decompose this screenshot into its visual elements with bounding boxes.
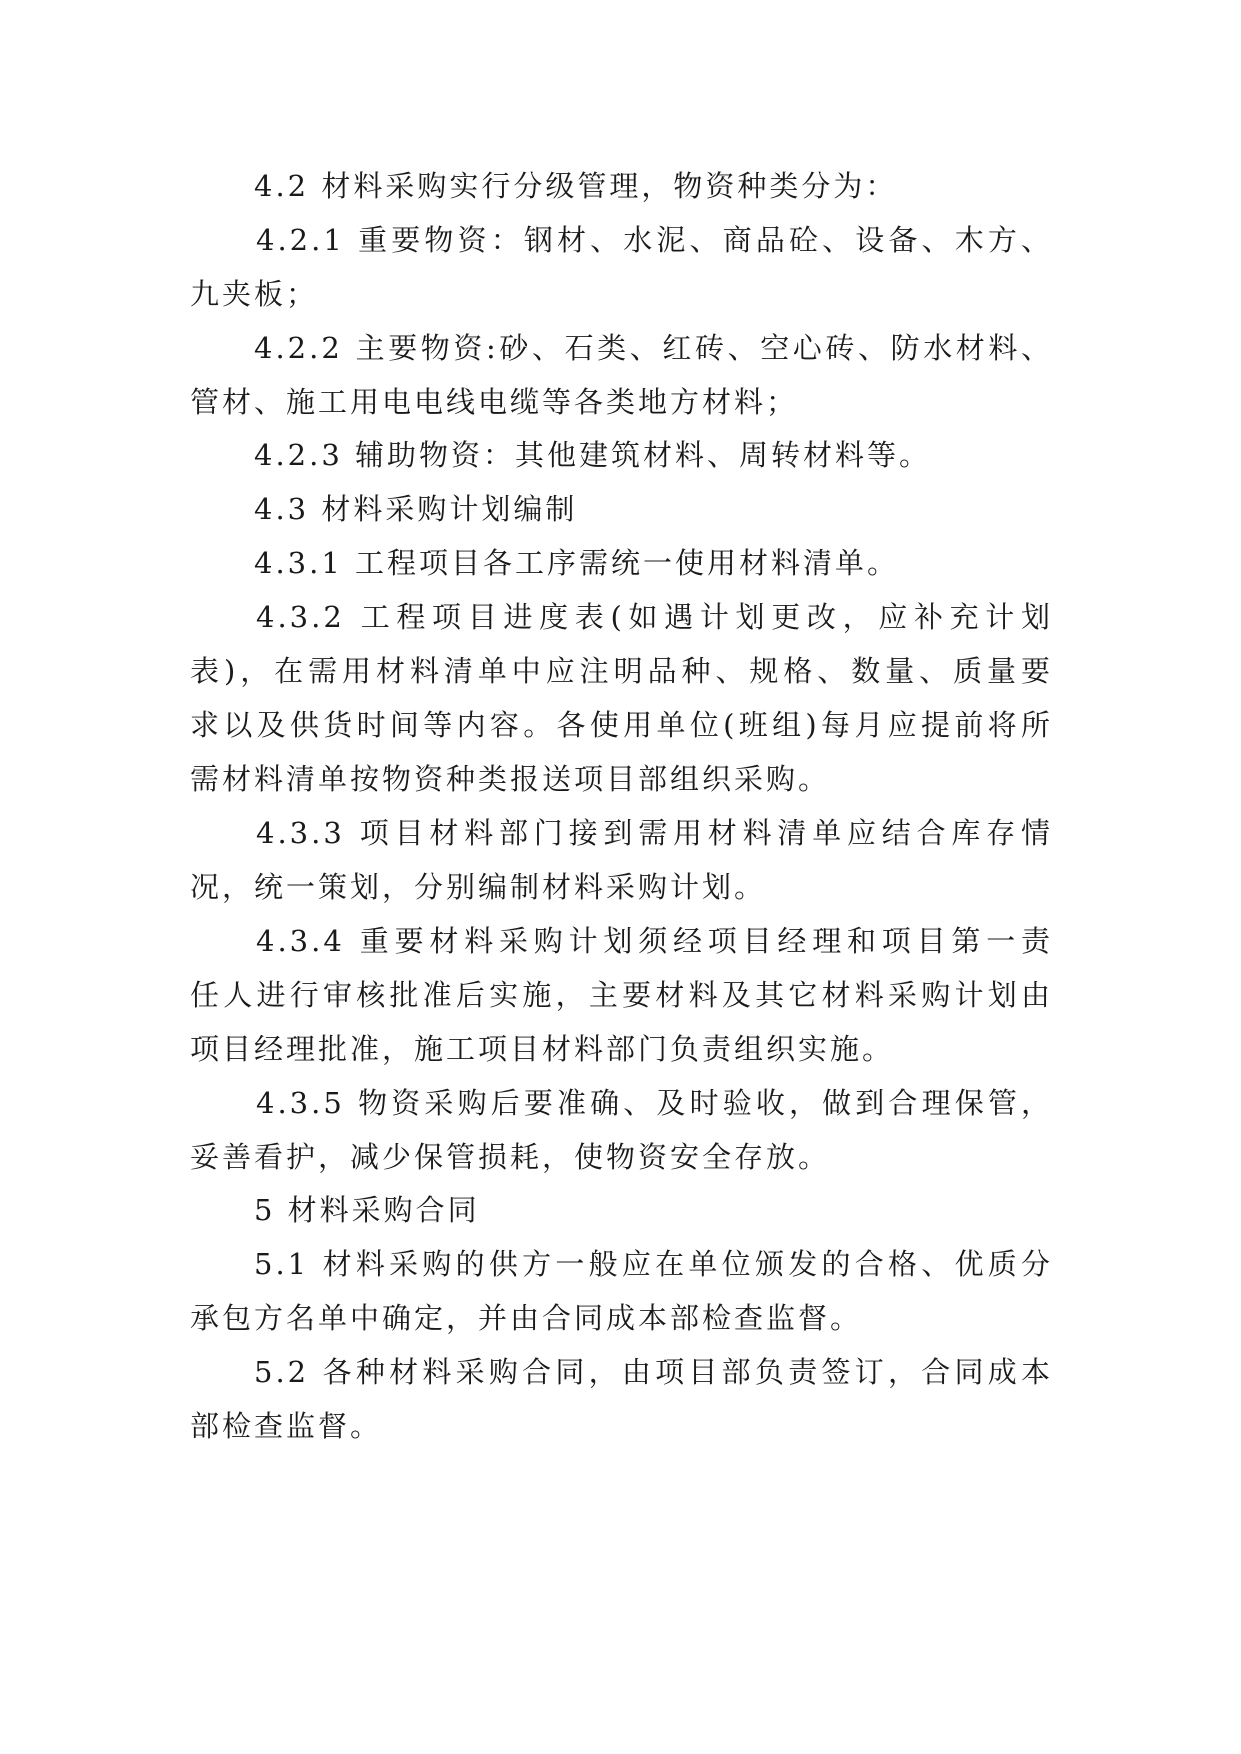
- text-line: 4.3.5 物资采购后要准确、及时验收，做到合理保管，: [256, 1086, 1053, 1120]
- text-line: 任人进行审核批准后实施，主要材料及其它材料采购计划由: [190, 978, 1053, 1012]
- text-line: 4.2.1 重要物资：钢材、水泥、商品砼、设备、木方、: [256, 223, 1053, 257]
- text-line: 求以及供货时间等内容。各使用单位(班组)每月应提前将所: [190, 708, 1053, 742]
- section-heading: 5 材料采购合同: [254, 1193, 480, 1227]
- text-line: 5.1 材料采购的供方一般应在单位颁发的合格、优质分: [254, 1247, 1053, 1281]
- text-line: 4.2.3 辅助物资：其他建筑材料、周转材料等。: [254, 438, 932, 472]
- text-line: 妥善看护，减少保管损耗，使物资安全存放。: [190, 1140, 831, 1174]
- text-line: 5.2 各种材料采购合同，由项目部负责签订，合同成本: [254, 1355, 1053, 1389]
- text-line: 部检查监督。: [190, 1409, 383, 1443]
- text-line: 4.3.4 重要材料采购计划须经项目经理和项目第一责: [256, 924, 1053, 958]
- text-line: 4.3.3 项目材料部门接到需用材料清单应结合库存情: [256, 816, 1053, 850]
- text-line: 4.2.2 主要物资:砂、石类、红砖、空心砖、防水材料、: [254, 331, 1053, 365]
- text-line: 承包方名单中确定，并由合同成本部检查监督。: [190, 1301, 863, 1335]
- section-heading: 4.3 材料采购计划编制: [254, 492, 578, 526]
- text-line: 4.2 材料采购实行分级管理，物资种类分为：: [254, 169, 898, 203]
- text-line: 需材料清单按物资种类报送项目部组织采购。: [190, 762, 831, 796]
- text-line: 4.3.1 工程项目各工序需统一使用材料清单。: [254, 546, 900, 580]
- text-line: 项目经理批准，施工项目材料部门负责组织实施。: [190, 1032, 895, 1066]
- text-line: 管材、施工用电电线电缆等各类地方材料；: [190, 385, 799, 419]
- text-line: 况，统一策划，分别编制材料采购计划。: [190, 870, 767, 904]
- text-line: 表)，在需用材料清单中应注明品种、规格、数量、质量要: [190, 654, 1053, 688]
- text-line: 4.3.2 工程项目进度表(如遇计划更改，应补充计划: [256, 600, 1053, 634]
- text-line: 九夹板；: [190, 277, 319, 311]
